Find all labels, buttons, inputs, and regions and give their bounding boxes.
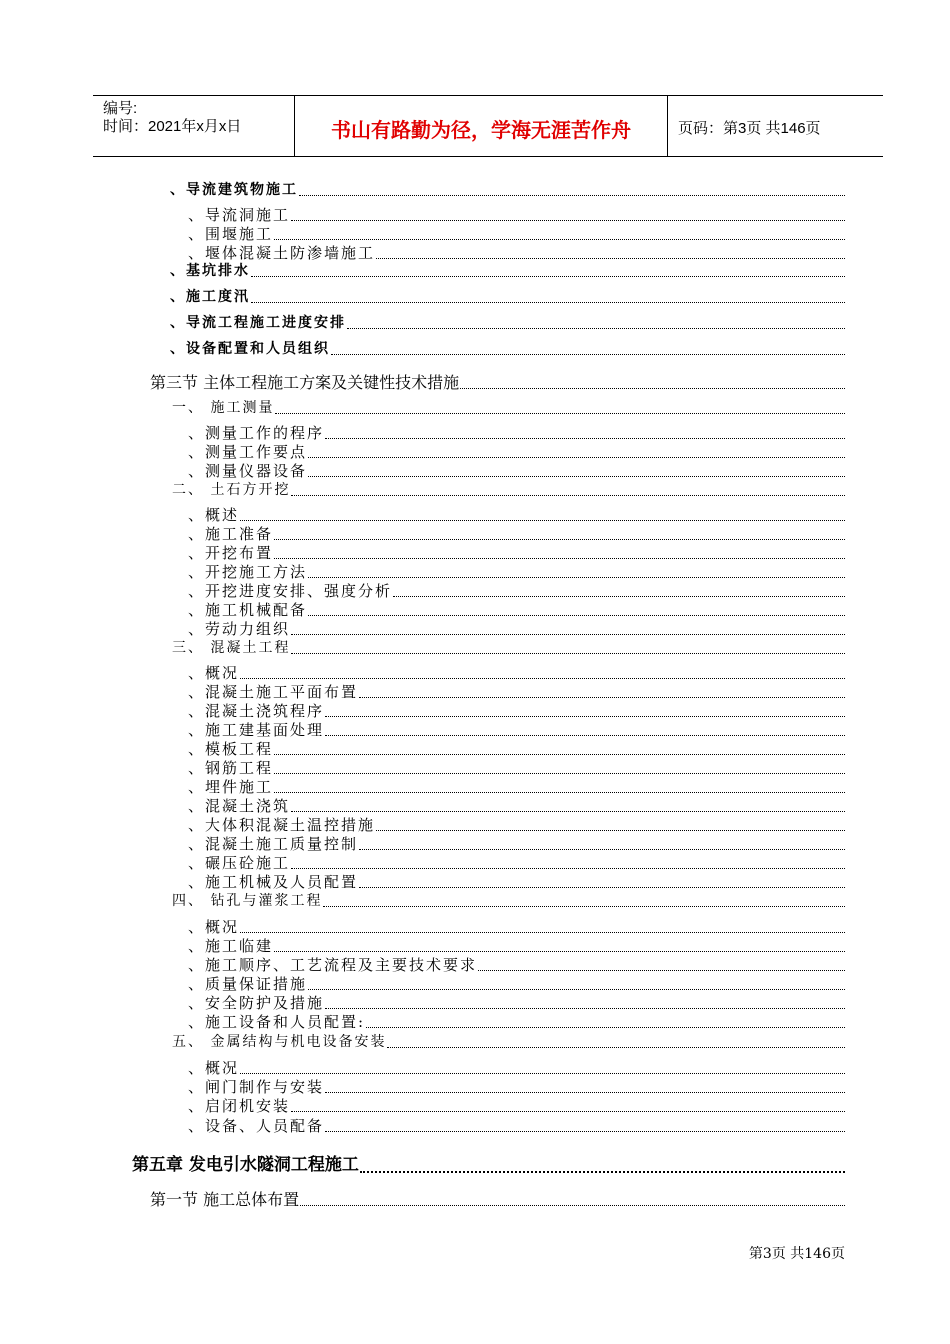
dot-leader: [460, 387, 845, 389]
dot-leader: [274, 950, 845, 952]
toc-entry[interactable]: 、基坑排水: [170, 262, 845, 280]
toc-entry[interactable]: 、施工设备和人员配置:: [188, 1013, 845, 1031]
toc-entry[interactable]: 、钢筋工程: [188, 759, 845, 777]
dot-leader: [308, 475, 845, 477]
header-page-info: 页码：第3页 共146页: [678, 120, 821, 137]
header-slogan-cell: [294, 96, 668, 156]
dot-leader: [274, 791, 845, 793]
dot-leader: [308, 576, 845, 578]
toc-entry[interactable]: 、概况: [188, 664, 845, 682]
toc-entry[interactable]: 、施工机械配备: [188, 601, 845, 619]
toc-entry[interactable]: 、测量工作的程序: [188, 424, 845, 442]
dot-leader: [325, 1130, 845, 1132]
dot-leader: [291, 494, 845, 496]
dot-leader: [360, 1170, 845, 1173]
dot-leader: [291, 633, 845, 635]
toc-entry[interactable]: 、质量保证措施: [188, 975, 845, 993]
dot-leader: [359, 886, 845, 888]
toc-entry[interactable]: 、启闭机安装: [188, 1097, 845, 1115]
toc-entry[interactable]: 、施工顺序、工艺流程及主要技术要求: [188, 956, 845, 974]
dot-leader: [325, 1007, 845, 1009]
dot-leader: [366, 1026, 845, 1028]
page-footer: 第3页 共146页: [748, 1246, 845, 1262]
toc-entry[interactable]: 、围堰施工: [188, 225, 845, 243]
time-label: 时间：2021年x月x日: [103, 118, 242, 135]
dot-leader: [291, 219, 845, 221]
toc-entry[interactable]: 、概况: [188, 1059, 845, 1077]
dot-leader: [359, 848, 845, 850]
toc-entry[interactable]: 、混凝土浇筑程序: [188, 702, 845, 720]
toc-entry[interactable]: 、导流洞施工: [188, 206, 845, 224]
toc-entry[interactable]: 、概述: [188, 506, 845, 524]
toc-entry[interactable]: 、设备配置和人员组织: [170, 340, 845, 358]
header-meta-cell: [93, 96, 293, 156]
toc-entry[interactable]: 三、 混凝土工程: [172, 639, 845, 657]
toc-chapter[interactable]: 第五章 发电引水隧洞工程施工: [132, 1154, 845, 1176]
dot-leader: [376, 257, 845, 259]
dot-leader: [291, 1110, 845, 1112]
toc-entry[interactable]: 五、 金属结构与机电设备安装: [172, 1033, 845, 1051]
toc-entry[interactable]: 、导流工程施工进度安排: [170, 314, 845, 332]
dot-leader: [274, 238, 845, 240]
dot-leader: [393, 595, 845, 597]
toc-entry[interactable]: 、施工机械及人员配置: [188, 873, 845, 891]
dot-leader: [478, 969, 845, 971]
number-label: 编号:: [103, 100, 138, 117]
toc-entry[interactable]: 、安全防护及措施: [188, 994, 845, 1012]
dot-leader: [240, 677, 845, 679]
dot-leader: [240, 519, 845, 521]
header-page-cell: [668, 96, 883, 156]
toc-entry[interactable]: 、测量仪器设备: [188, 462, 845, 480]
dot-leader: [308, 614, 845, 616]
dot-leader: [347, 327, 845, 329]
dot-leader: [251, 275, 845, 277]
dot-leader: [376, 829, 845, 831]
toc-entry[interactable]: 、模板工程: [188, 740, 845, 758]
toc-entry[interactable]: 、导流建筑物施工: [170, 181, 845, 199]
dot-leader: [240, 931, 845, 933]
dot-leader: [359, 696, 845, 698]
toc-entry[interactable]: 、概况: [188, 918, 845, 936]
dot-leader: [325, 1091, 845, 1093]
dot-leader: [291, 652, 845, 654]
toc-entry[interactable]: 、混凝土浇筑: [188, 797, 845, 815]
toc-section[interactable]: 第一节 施工总体布置: [150, 1191, 845, 1209]
dot-leader: [300, 1204, 845, 1206]
dot-leader: [274, 557, 845, 559]
dot-leader: [274, 753, 845, 755]
dot-leader: [331, 353, 845, 355]
dot-leader: [291, 810, 845, 812]
toc-entry[interactable]: 、设备、人员配备: [188, 1117, 845, 1135]
toc-entry[interactable]: 、碾压砼施工: [188, 854, 845, 872]
dot-leader: [323, 905, 845, 907]
dot-leader: [308, 988, 845, 990]
toc-entry[interactable]: 二、 土石方开挖: [172, 481, 845, 499]
toc-entry[interactable]: 、堰体混凝土防渗墙施工: [188, 244, 845, 262]
toc-entry[interactable]: 、埋件施工: [188, 778, 845, 796]
dot-leader: [325, 715, 845, 717]
dot-leader: [274, 772, 845, 774]
dot-leader: [275, 412, 845, 414]
toc-section[interactable]: 第三节 主体工程施工方案及关键性技术措施: [150, 374, 845, 392]
document-header: [93, 95, 883, 157]
dot-leader: [387, 1046, 845, 1048]
toc-entry[interactable]: 、劳动力组织: [188, 620, 845, 638]
dot-leader: [291, 867, 845, 869]
dot-leader: [299, 194, 845, 196]
toc-entry[interactable]: 、开挖进度安排、强度分析: [188, 582, 845, 600]
toc-entry[interactable]: 、闸门制作与安装: [188, 1078, 845, 1096]
dot-leader: [251, 301, 845, 303]
dot-leader: [240, 1072, 845, 1074]
dot-leader: [308, 456, 845, 458]
toc-entry[interactable]: 、施工临建: [188, 937, 845, 955]
toc-entry[interactable]: 、开挖施工方法: [188, 563, 845, 581]
toc-entry[interactable]: 、测量工作要点: [188, 443, 845, 461]
toc-entry[interactable]: 、混凝土施工平面布置: [188, 683, 845, 701]
dot-leader: [325, 437, 845, 439]
slogan: 书山有路勤为径，学海无涯苦作舟: [331, 118, 631, 142]
dot-leader: [325, 734, 845, 736]
toc-entry[interactable]: 、施工建基面处理: [188, 721, 845, 739]
toc-entry[interactable]: 、混凝土施工质量控制: [188, 835, 845, 853]
toc-entry[interactable]: 、大体积混凝土温控措施: [188, 816, 845, 834]
toc-entry[interactable]: 、开挖布置: [188, 544, 845, 562]
toc-entry[interactable]: 一、 施工测量: [172, 399, 845, 417]
dot-leader: [274, 538, 845, 540]
toc-entry[interactable]: 、施工度汛: [170, 288, 845, 306]
toc-entry[interactable]: 四、 钻孔与灌浆工程: [172, 892, 845, 910]
toc-entry[interactable]: 、施工准备: [188, 525, 845, 543]
